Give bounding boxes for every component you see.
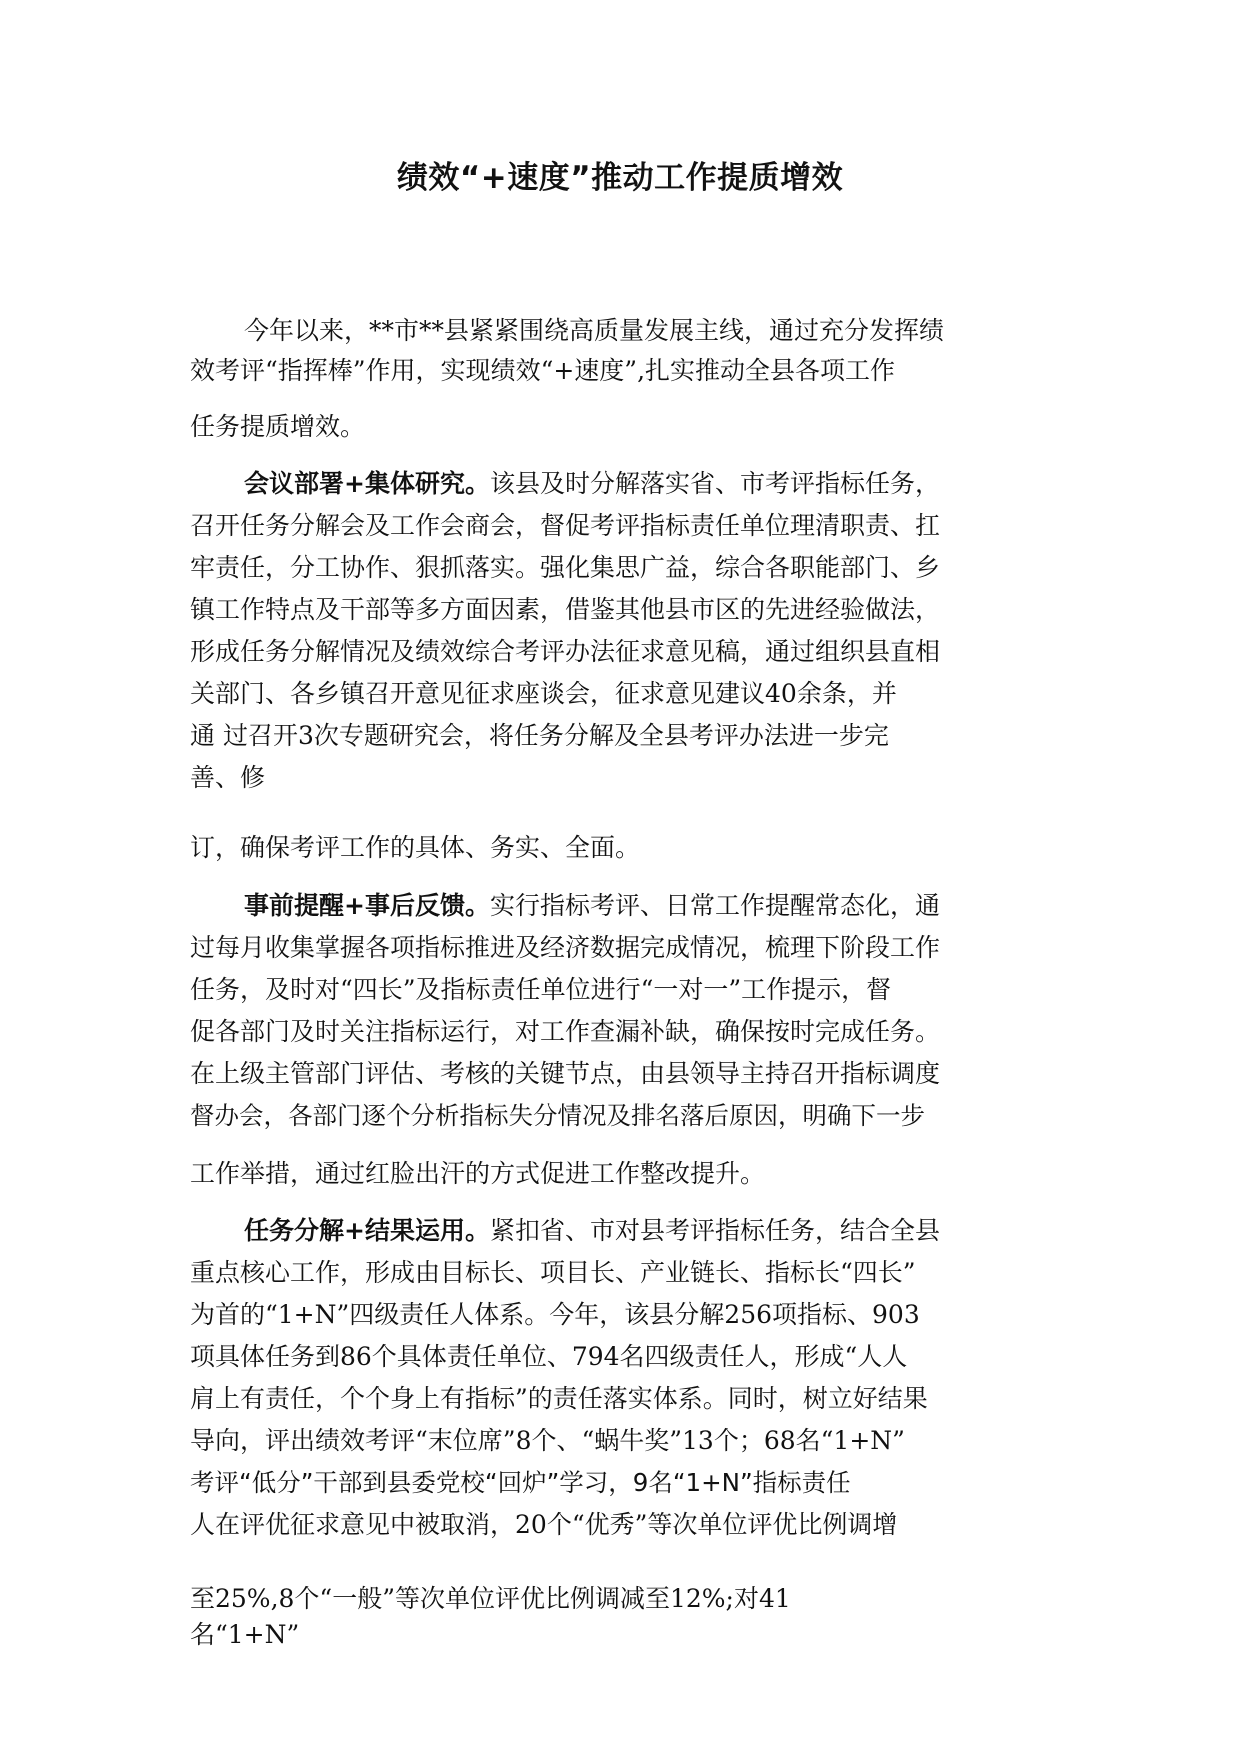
paragraph-text: 实行指标考评、日常工作提醒常态化，通 bbox=[489, 891, 940, 920]
paragraph-line: 为首的“1+N”四级责任人体系。今年，该县分解256项指标、903 bbox=[190, 1300, 920, 1329]
paragraph-line: 人在评优征求意见中被取消，20个“优秀”等次单位评优比例调增 bbox=[190, 1510, 898, 1539]
paragraph-line: 订，确保考评工作的具体、务实、全面。 bbox=[190, 833, 641, 862]
paragraph-line: 在上级主管部门评估、考核的关键节点，由县领导主持召开指标调度 bbox=[190, 1059, 941, 1088]
paragraph-first-line bbox=[244, 888, 940, 924]
paragraph-line: 任务，及时对“四长”及指标责任单位进行“一对一”工作提示，督 bbox=[190, 975, 892, 1004]
paragraph-line: 任务提质增效。 bbox=[190, 412, 366, 441]
paragraph-first-line bbox=[244, 466, 940, 502]
paragraph-text: 该县及时分解落实省、市考评指标任务， bbox=[489, 469, 940, 498]
paragraph-text: 紧扣省、市对县考评指标任务，结合全县 bbox=[489, 1216, 940, 1245]
paragraph-line: 督办会，各部门逐个分析指标失分情况及排名落后原因，明确下一步 bbox=[190, 1101, 925, 1130]
paragraph-line: 效考评“指挥棒”作用，实现绩效“+速度”,扎实推动全县各项工作 bbox=[190, 356, 896, 385]
paragraph-line: 关部门、各乡镇召开意见征求座谈会，征求意见建议40余条，并 bbox=[190, 679, 897, 708]
paragraph-line: 考评“低分”干部到县委党校“回炉”学习，9名“1+N”指标责任 bbox=[190, 1468, 851, 1497]
document-title: 绩效“+速度”推动工作提质增效 bbox=[396, 160, 844, 196]
paragraph-line: 镇工作特点及干部等多方面因素，借鉴其他县市区的先进经验做法， bbox=[190, 595, 941, 624]
section-heading: 会议部署+集体研究。 bbox=[244, 469, 490, 498]
paragraph-line: 善、修 bbox=[190, 763, 266, 792]
paragraph-line: 通 过召开3次专题研究会，将任务分解及全县考评办法进一步完 bbox=[190, 721, 889, 750]
paragraph-line: 重点核心工作，形成由目标长、项目长、产业链长、指标长“四长” bbox=[190, 1258, 916, 1287]
paragraph-line: 召开任务分解会及工作会商会，督促考评指标责任单位理清职责、扛 bbox=[190, 511, 941, 540]
paragraph-line: 导向，评出绩效考评“末位席”8个、“蜗牛奖”13个；68名“1+N” bbox=[190, 1426, 905, 1455]
paragraph-line: 今年以来，**市**县紧紧围绕高质量发展主线，通过充分发挥绩 bbox=[244, 316, 945, 345]
paragraph-line: 项具体任务到86个具体责任单位、794名四级责任人，形成“人人 bbox=[190, 1342, 908, 1371]
paragraph-line: 工作举措，通过红脸出汗的方式促进工作整改提升。 bbox=[190, 1159, 766, 1188]
paragraph-line: 牢责任，分工协作、狠抓落实。强化集思广益，综合各职能部门、乡 bbox=[190, 553, 941, 582]
paragraph-line: 过每月收集掌握各项指标推进及经济数据完成情况，梳理下阶段工作 bbox=[190, 933, 941, 962]
paragraph-line: 肩上有责任，个个身上有指标”的责任落实体系。同时，树立好结果 bbox=[190, 1384, 928, 1413]
paragraph-line: 促各部门及时关注指标运行，对工作查漏补缺，确保按时完成任务。 bbox=[190, 1017, 941, 1046]
paragraph-line: 形成任务分解情况及绩效综合考评办法征求意见稿，通过组织县直相 bbox=[190, 637, 941, 666]
paragraph-line: 至25%,8个“一般”等次单位评优比例调减至12%;对41 bbox=[190, 1584, 791, 1613]
paragraph-first-line bbox=[244, 1213, 940, 1249]
section-heading: 任务分解+结果运用。 bbox=[244, 1216, 490, 1245]
paragraph-line: 名“1+N” bbox=[190, 1620, 300, 1649]
section-heading: 事前提醒+事后反馈。 bbox=[244, 891, 490, 920]
